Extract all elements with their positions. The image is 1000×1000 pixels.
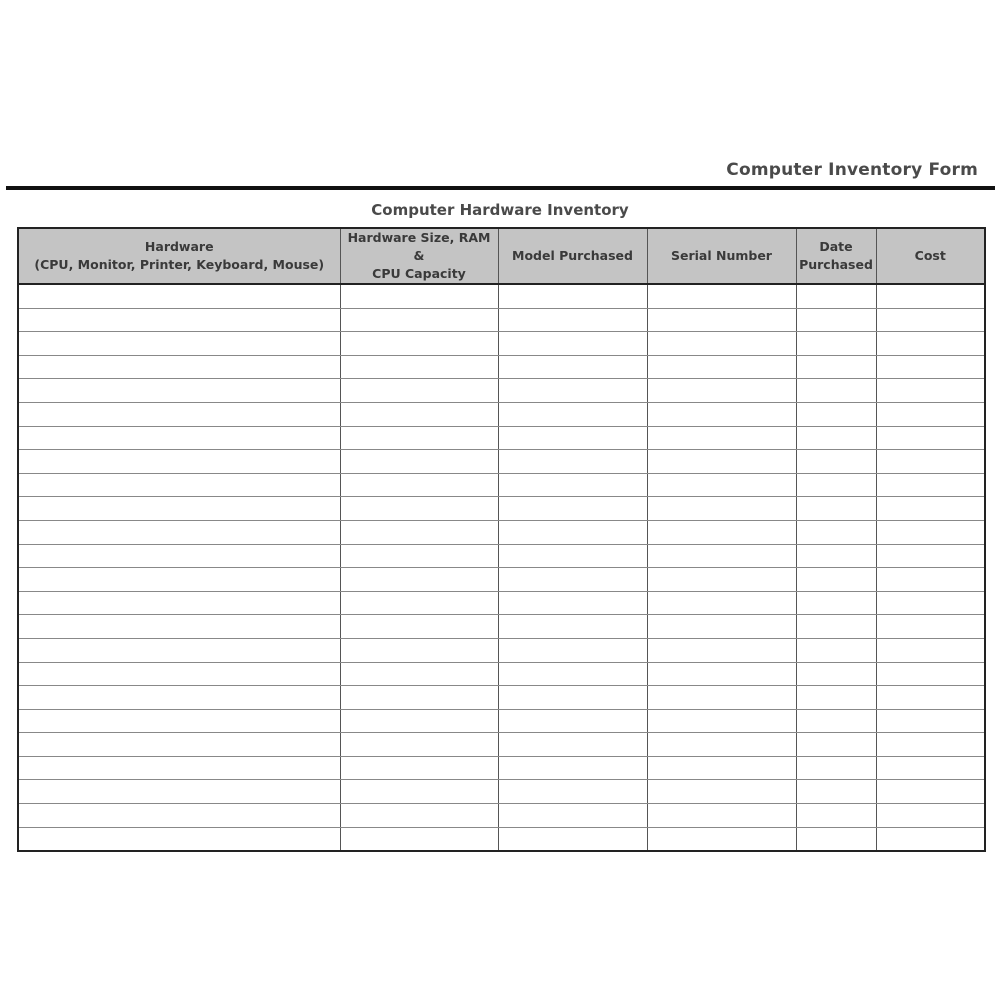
cell-cost[interactable] xyxy=(876,568,985,592)
cell-date-purchased[interactable] xyxy=(796,662,876,686)
cell-date-purchased[interactable] xyxy=(796,544,876,568)
cell-hardware[interactable] xyxy=(18,686,340,710)
cell-serial-number[interactable] xyxy=(647,332,796,356)
cell-hardware[interactable] xyxy=(18,284,340,308)
cell-model-purchased[interactable] xyxy=(498,520,647,544)
cell-date-purchased[interactable] xyxy=(796,733,876,757)
cell-serial-number[interactable] xyxy=(647,804,796,828)
cell-hardware[interactable] xyxy=(18,473,340,497)
cell-hardware-size[interactable] xyxy=(340,355,498,379)
table-row xyxy=(18,450,985,474)
cell-hardware-size[interactable] xyxy=(340,615,498,639)
cell-hardware-size[interactable] xyxy=(340,568,498,592)
cell-serial-number[interactable] xyxy=(647,733,796,757)
cell-serial-number[interactable] xyxy=(647,450,796,474)
cell-date-purchased[interactable] xyxy=(796,591,876,615)
cell-serial-number[interactable] xyxy=(647,544,796,568)
cell-model-purchased[interactable] xyxy=(498,568,647,592)
cell-hardware-size[interactable] xyxy=(340,780,498,804)
cell-serial-number[interactable] xyxy=(647,709,796,733)
cell-date-purchased[interactable] xyxy=(796,284,876,308)
cell-serial-number[interactable] xyxy=(647,780,796,804)
form-title: Computer Inventory Form xyxy=(726,160,978,180)
table-row xyxy=(18,284,985,308)
cell-hardware-size[interactable] xyxy=(340,379,498,403)
cell-date-purchased[interactable] xyxy=(796,473,876,497)
title-divider xyxy=(6,186,995,190)
cell-model-purchased[interactable] xyxy=(498,827,647,851)
table-row xyxy=(18,662,985,686)
cell-hardware[interactable] xyxy=(18,756,340,780)
cell-date-purchased[interactable] xyxy=(796,827,876,851)
hardware-inventory-table xyxy=(17,227,986,852)
column-header-hardware-size: Hardware Size, RAM & CPU Capacity xyxy=(340,228,498,284)
cell-hardware-size[interactable] xyxy=(340,686,498,710)
table-row xyxy=(18,426,985,450)
cell-serial-number[interactable] xyxy=(647,426,796,450)
cell-cost[interactable] xyxy=(876,780,985,804)
cell-serial-number[interactable] xyxy=(647,355,796,379)
cell-serial-number[interactable] xyxy=(647,756,796,780)
cell-date-purchased[interactable] xyxy=(796,402,876,426)
cell-hardware[interactable] xyxy=(18,379,340,403)
cell-model-purchased[interactable] xyxy=(498,638,647,662)
cell-hardware[interactable] xyxy=(18,709,340,733)
cell-serial-number[interactable] xyxy=(647,308,796,332)
cell-serial-number[interactable] xyxy=(647,497,796,521)
cell-date-purchased[interactable] xyxy=(796,379,876,403)
cell-serial-number[interactable] xyxy=(647,591,796,615)
cell-cost[interactable] xyxy=(876,284,985,308)
cell-hardware-size[interactable] xyxy=(340,662,498,686)
cell-hardware-size[interactable] xyxy=(340,402,498,426)
cell-cost[interactable] xyxy=(876,827,985,851)
cell-model-purchased[interactable] xyxy=(498,284,647,308)
cell-hardware[interactable] xyxy=(18,733,340,757)
cell-cost[interactable] xyxy=(876,332,985,356)
cell-model-purchased[interactable] xyxy=(498,355,647,379)
cell-hardware-size[interactable] xyxy=(340,709,498,733)
table-row xyxy=(18,827,985,851)
cell-cost[interactable] xyxy=(876,591,985,615)
cell-date-purchased[interactable] xyxy=(796,756,876,780)
cell-hardware[interactable] xyxy=(18,308,340,332)
cell-cost[interactable] xyxy=(876,520,985,544)
cell-hardware[interactable] xyxy=(18,402,340,426)
cell-date-purchased[interactable] xyxy=(796,520,876,544)
cell-serial-number[interactable] xyxy=(647,520,796,544)
table-row xyxy=(18,520,985,544)
table-row xyxy=(18,379,985,403)
table-row xyxy=(18,709,985,733)
cell-date-purchased[interactable] xyxy=(796,709,876,733)
cell-hardware[interactable] xyxy=(18,638,340,662)
cell-hardware[interactable] xyxy=(18,450,340,474)
cell-hardware-size[interactable] xyxy=(340,638,498,662)
cell-serial-number[interactable] xyxy=(647,827,796,851)
table-row xyxy=(18,355,985,379)
cell-cost[interactable] xyxy=(876,450,985,474)
cell-cost[interactable] xyxy=(876,426,985,450)
table-row xyxy=(18,544,985,568)
cell-cost[interactable] xyxy=(876,355,985,379)
cell-date-purchased[interactable] xyxy=(796,497,876,521)
table-row xyxy=(18,497,985,521)
cell-model-purchased[interactable] xyxy=(498,686,647,710)
cell-date-purchased[interactable] xyxy=(796,804,876,828)
cell-hardware-size[interactable] xyxy=(340,450,498,474)
cell-model-purchased[interactable] xyxy=(498,308,647,332)
cell-model-purchased[interactable] xyxy=(498,332,647,356)
cell-date-purchased[interactable] xyxy=(796,450,876,474)
cell-hardware[interactable] xyxy=(18,355,340,379)
table-body xyxy=(18,284,985,851)
cell-serial-number[interactable] xyxy=(647,473,796,497)
column-header-model-purchased: Model Purchased xyxy=(498,228,647,284)
cell-date-purchased[interactable] xyxy=(796,686,876,710)
column-header-serial-number: Serial Number xyxy=(647,228,796,284)
cell-serial-number[interactable] xyxy=(647,402,796,426)
table-row xyxy=(18,332,985,356)
cell-model-purchased[interactable] xyxy=(498,402,647,426)
cell-model-purchased[interactable] xyxy=(498,733,647,757)
cell-hardware[interactable] xyxy=(18,426,340,450)
cell-date-purchased[interactable] xyxy=(796,332,876,356)
cell-model-purchased[interactable] xyxy=(498,473,647,497)
column-header-hardware: Hardware (CPU, Monitor, Printer, Keyboard, Mouse) xyxy=(18,228,340,284)
table-row xyxy=(18,473,985,497)
cell-cost[interactable] xyxy=(876,402,985,426)
table-row xyxy=(18,804,985,828)
table-row xyxy=(18,780,985,804)
cell-serial-number[interactable] xyxy=(647,638,796,662)
table-row xyxy=(18,756,985,780)
table-row xyxy=(18,615,985,639)
cell-cost[interactable] xyxy=(876,379,985,403)
cell-cost[interactable] xyxy=(876,638,985,662)
cell-hardware[interactable] xyxy=(18,332,340,356)
cell-hardware-size[interactable] xyxy=(340,426,498,450)
cell-model-purchased[interactable] xyxy=(498,379,647,403)
cell-hardware[interactable] xyxy=(18,497,340,521)
cell-model-purchased[interactable] xyxy=(498,756,647,780)
cell-model-purchased[interactable] xyxy=(498,804,647,828)
cell-date-purchased[interactable] xyxy=(796,308,876,332)
cell-hardware-size[interactable] xyxy=(340,733,498,757)
cell-hardware-size[interactable] xyxy=(340,473,498,497)
cell-cost[interactable] xyxy=(876,756,985,780)
cell-serial-number[interactable] xyxy=(647,662,796,686)
cell-hardware[interactable] xyxy=(18,568,340,592)
cell-cost[interactable] xyxy=(876,662,985,686)
cell-model-purchased[interactable] xyxy=(498,615,647,639)
cell-hardware-size[interactable] xyxy=(340,332,498,356)
table-row xyxy=(18,308,985,332)
cell-model-purchased[interactable] xyxy=(498,426,647,450)
table-header-row xyxy=(18,228,985,284)
cell-hardware-size[interactable] xyxy=(340,756,498,780)
cell-hardware-size[interactable] xyxy=(340,308,498,332)
cell-cost[interactable] xyxy=(876,686,985,710)
cell-hardware[interactable] xyxy=(18,780,340,804)
cell-serial-number[interactable] xyxy=(647,568,796,592)
cell-model-purchased[interactable] xyxy=(498,709,647,733)
cell-model-purchased[interactable] xyxy=(498,662,647,686)
cell-model-purchased[interactable] xyxy=(498,450,647,474)
cell-cost[interactable] xyxy=(876,709,985,733)
cell-cost[interactable] xyxy=(876,544,985,568)
cell-cost[interactable] xyxy=(876,733,985,757)
table-row xyxy=(18,686,985,710)
cell-date-purchased[interactable] xyxy=(796,615,876,639)
cell-hardware-size[interactable] xyxy=(340,804,498,828)
table-row xyxy=(18,638,985,662)
table-row xyxy=(18,402,985,426)
cell-serial-number[interactable] xyxy=(647,284,796,308)
cell-hardware-size[interactable] xyxy=(340,497,498,521)
cell-hardware[interactable] xyxy=(18,804,340,828)
cell-hardware[interactable] xyxy=(18,544,340,568)
cell-hardware-size[interactable] xyxy=(340,591,498,615)
cell-hardware-size[interactable] xyxy=(340,520,498,544)
cell-hardware[interactable] xyxy=(18,827,340,851)
cell-hardware[interactable] xyxy=(18,615,340,639)
cell-serial-number[interactable] xyxy=(647,379,796,403)
table-row xyxy=(18,568,985,592)
cell-date-purchased[interactable] xyxy=(796,568,876,592)
cell-serial-number[interactable] xyxy=(647,615,796,639)
table-title: Computer Hardware Inventory xyxy=(371,201,629,219)
column-header-cost: Cost xyxy=(876,228,985,284)
cell-date-purchased[interactable] xyxy=(796,355,876,379)
cell-date-purchased[interactable] xyxy=(796,426,876,450)
cell-model-purchased[interactable] xyxy=(498,544,647,568)
cell-date-purchased[interactable] xyxy=(796,638,876,662)
table-row xyxy=(18,733,985,757)
cell-model-purchased[interactable] xyxy=(498,591,647,615)
cell-hardware[interactable] xyxy=(18,662,340,686)
cell-date-purchased[interactable] xyxy=(796,780,876,804)
cell-cost[interactable] xyxy=(876,615,985,639)
cell-cost[interactable] xyxy=(876,497,985,521)
cell-hardware[interactable] xyxy=(18,591,340,615)
cell-cost[interactable] xyxy=(876,804,985,828)
column-header-date-purchased: Date Purchased xyxy=(796,228,876,284)
table-row xyxy=(18,591,985,615)
cell-hardware-size[interactable] xyxy=(340,284,498,308)
cell-hardware-size[interactable] xyxy=(340,827,498,851)
cell-model-purchased[interactable] xyxy=(498,780,647,804)
cell-cost[interactable] xyxy=(876,308,985,332)
cell-hardware[interactable] xyxy=(18,520,340,544)
cell-model-purchased[interactable] xyxy=(498,497,647,521)
cell-cost[interactable] xyxy=(876,473,985,497)
cell-serial-number[interactable] xyxy=(647,686,796,710)
cell-hardware-size[interactable] xyxy=(340,544,498,568)
